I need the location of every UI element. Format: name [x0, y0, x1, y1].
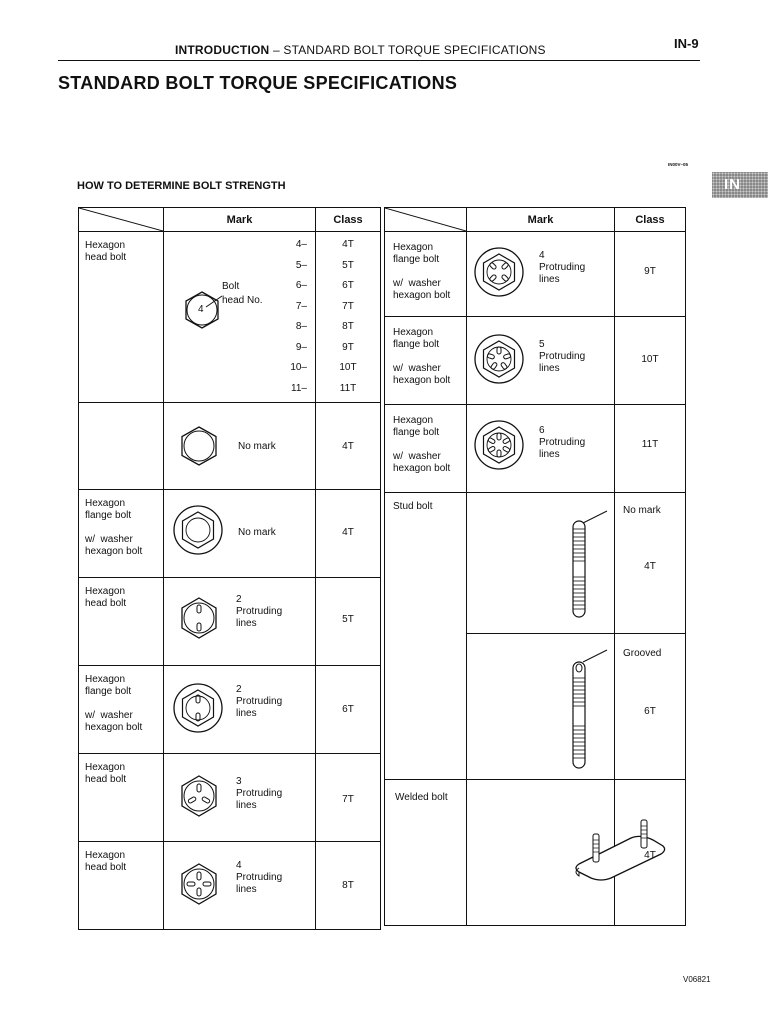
mark-cell — [164, 232, 316, 403]
header-topic: STANDARD BOLT TORQUE SPECIFICATIONS — [283, 43, 546, 57]
mark-text: 6 Protruding lines — [539, 425, 586, 460]
bolt-type-cell — [79, 232, 164, 403]
five-lines-flange-icon — [473, 333, 525, 385]
figure-code: IN00V–05 — [668, 162, 689, 167]
three-lines-head-icon — [178, 774, 220, 818]
mark-header: Mark — [467, 208, 615, 232]
side-tab — [712, 172, 768, 198]
class-item: 5T — [342, 259, 354, 271]
mark-cell — [164, 490, 316, 578]
bolt-type-cell — [79, 754, 164, 842]
mark-cell — [164, 842, 316, 930]
class-item: 6T — [342, 280, 354, 291]
table-row — [385, 317, 686, 405]
mark-cell — [467, 317, 615, 405]
class-item: 4T — [342, 239, 354, 250]
table-row — [79, 232, 381, 403]
class-cell — [316, 842, 381, 930]
bolt-type-cell — [79, 403, 164, 490]
class-value: 5T — [342, 614, 354, 625]
four-lines-head-icon — [178, 862, 220, 906]
bolt-type: Hexagon flange bolt w/ washer hexagon bolt — [393, 415, 451, 474]
bolt-head-label: Bolt head No. — [222, 281, 263, 306]
head-number-item: 11– — [291, 382, 307, 394]
corner-cell — [79, 208, 164, 232]
table-row — [79, 403, 381, 490]
header-dash: – — [269, 43, 284, 57]
right-bolt-table — [384, 207, 686, 926]
class-cell — [615, 493, 686, 634]
bolt-type-cell — [385, 317, 467, 405]
mark-text: No mark — [623, 505, 661, 516]
class-value: 8T — [342, 880, 354, 891]
head-number-item: 6– — [295, 280, 307, 291]
class-cell — [615, 405, 686, 493]
left-bolt-table — [78, 207, 381, 930]
head-number-item: 10– — [290, 362, 307, 373]
class-item: 11T — [339, 382, 357, 394]
table-row — [79, 754, 381, 842]
class-value: 4T — [342, 441, 354, 452]
two-lines-flange-icon — [172, 682, 224, 734]
bolt-type-cell — [79, 666, 164, 754]
two-lines-head-icon — [178, 596, 220, 640]
bolt-type-cell — [385, 780, 467, 926]
class-cell — [316, 578, 381, 666]
table-row — [385, 405, 686, 493]
header-section: INTRODUCTION — [175, 43, 270, 57]
mark-text: Grooved — [623, 648, 662, 659]
mark-cell — [164, 578, 316, 666]
class-cell — [316, 403, 381, 490]
table-row — [385, 232, 686, 317]
class-value: 6T — [342, 704, 354, 715]
footer-code: V06821 — [683, 975, 711, 984]
class-cell — [615, 780, 686, 926]
class-value: 4T — [644, 561, 656, 572]
class-item: 7T — [342, 300, 354, 312]
class-header: Class — [615, 208, 686, 232]
corner-cell — [385, 208, 467, 232]
bolt-type: Stud bolt — [393, 501, 433, 512]
table-row — [385, 493, 686, 634]
bolt-type: Hexagon head bolt — [85, 240, 127, 263]
mark-text: 3 Protruding lines — [236, 776, 283, 811]
bolt-type: Welded bolt — [395, 792, 448, 803]
mark-cell — [467, 780, 615, 926]
head-number-item: 7– — [295, 300, 307, 312]
mark-header: Mark — [164, 208, 316, 232]
table-row — [79, 666, 381, 754]
bolt-type-cell — [79, 490, 164, 578]
class-value: 9T — [644, 266, 656, 277]
four-lines-flange-icon — [473, 246, 525, 298]
six-lines-flange-icon — [473, 419, 525, 471]
mark-text: 2 Protruding lines — [236, 594, 283, 629]
bolt-type-cell — [385, 493, 467, 780]
head-number: 4 — [198, 304, 204, 315]
bolt-type-cell — [79, 842, 164, 930]
bolt-type: Hexagon head bolt — [85, 586, 127, 609]
bolt-type: Hexagon flange bolt w/ washer hexagon bolt — [393, 242, 451, 301]
side-tab-label: IN — [724, 176, 741, 193]
head-number-item: 8– — [295, 321, 307, 332]
bolt-type: Hexagon flange bolt w/ washer hexagon bolt — [85, 674, 143, 733]
bolt-type-cell — [385, 232, 467, 317]
head-number-item: 4– — [295, 239, 307, 250]
running-header — [175, 43, 546, 57]
diagonal-line — [385, 208, 466, 231]
table-row — [79, 578, 381, 666]
hexagon-no-mark-icon — [178, 425, 220, 467]
class-item: 8T — [342, 321, 354, 332]
class-cell — [316, 490, 381, 578]
bolt-type-cell — [79, 578, 164, 666]
flange-no-mark-icon — [172, 504, 224, 556]
head-number-item: 5– — [295, 259, 307, 271]
bolt-type-cell — [385, 405, 467, 493]
mark-text: 2 Protruding lines — [236, 684, 283, 719]
mark-text: No mark — [238, 441, 276, 452]
header-rule — [58, 60, 700, 61]
bolt-type: Hexagon head bolt — [85, 850, 127, 873]
class-value: 4T — [644, 850, 656, 861]
class-cell — [615, 232, 686, 317]
class-cell — [615, 634, 686, 780]
head-number-list — [290, 235, 307, 399]
class-value: 11T — [641, 439, 659, 450]
mark-cell — [467, 232, 615, 317]
table-row — [385, 780, 686, 926]
mark-cell — [164, 666, 316, 754]
class-cell — [316, 754, 381, 842]
class-item: 10T — [339, 362, 357, 373]
bolt-type: Hexagon flange bolt w/ washer hexagon bolt — [393, 327, 451, 386]
page-title: STANDARD BOLT TORQUE SPECIFICATIONS — [58, 73, 458, 93]
class-cell — [316, 666, 381, 754]
mark-cell — [164, 403, 316, 490]
table-row — [79, 490, 381, 578]
class-cell — [615, 317, 686, 405]
head-number-item: 9– — [295, 341, 307, 353]
mark-cell — [164, 754, 316, 842]
class-value: 10T — [641, 354, 659, 365]
mark-cell — [467, 405, 615, 493]
table-row — [79, 842, 381, 930]
mark-text: No mark — [238, 527, 276, 538]
section-heading: HOW TO DETERMINE BOLT STRENGTH — [77, 180, 286, 192]
page-number: IN-9 — [674, 36, 699, 51]
diagonal-line — [79, 208, 163, 231]
mark-text: 5 Protruding lines — [539, 339, 586, 374]
class-value: 7T — [342, 794, 354, 805]
class-list — [316, 235, 380, 399]
class-value: 4T — [342, 527, 354, 538]
class-value: 6T — [644, 706, 656, 717]
class-item: 9T — [342, 341, 354, 353]
mark-text: 4 Protruding lines — [539, 250, 586, 285]
bolt-type: Hexagon flange bolt w/ washer hexagon bolt — [85, 498, 143, 557]
bolt-type: Hexagon head bolt — [85, 762, 127, 785]
class-header: Class — [316, 208, 381, 232]
mark-text: 4 Protruding lines — [236, 860, 283, 895]
class-cell — [316, 232, 381, 403]
